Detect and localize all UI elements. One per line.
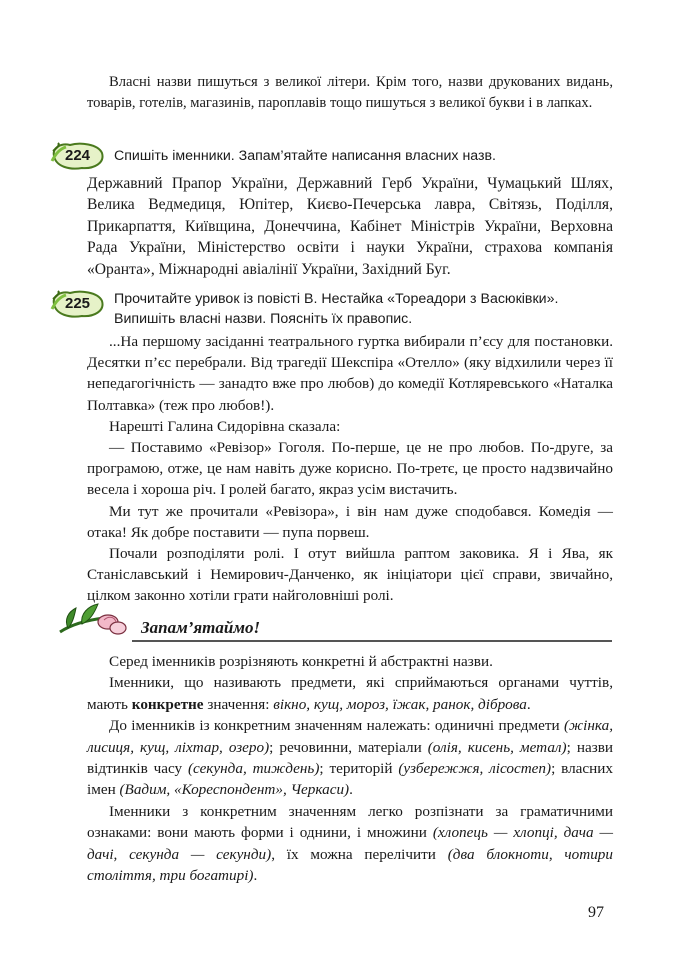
examples: (хлопець — хлопці, дача — дачі, секунда — секунди) xyxy=(87,824,614,863)
exercise-225-badge xyxy=(50,289,106,319)
exercise-224-text: Державний Прапор України, Державний Герб України, Чумацький Шлях, Велика Ведмедиця, Юпітер, Києво-Печерська лавра, Світязь, Поділля, Прикарпаття, Київщина, Донеччина, Кабінет Міністрів України, Верховна Рада України, Міністерство освіти і науки України, страхова компанія «Оранта», Міжнародні авіалінії України, Західний Буг. xyxy=(87,175,613,278)
page-number: 97 xyxy=(588,904,604,921)
flower-icon xyxy=(58,598,130,638)
examples: (два блокноти, чотири століття, три богатирі) xyxy=(87,845,613,885)
exercise-225-task-line2: Випишіть власні назви. Поясніть їх правопис. xyxy=(114,311,413,327)
intro-paragraph: Власні назви пишуться з великої літери. Крім того, назви друкованих видань, товарів, готелів, магазинів, пароплавів тощо пишуться з великої букви і в лапках. xyxy=(87,74,613,111)
story-paragraph: Ми тут же прочитали «Ревізора», і він нам дуже сподобався. Комедія — отака! Як добре поставити — пупа порвеш. xyxy=(87,502,613,541)
theory-paragraph-3: До іменників із конкретним значенням належать: одиничні предмети (жінка, лисиця, кущ, ліхтар, озеро); речовинни, матеріали (олія, кисень, метал); назви відтинків часу (секунда, тиждень); територій (узбережжя, лісостеп); власних імен (Вадим, «Кореспондент», Черкаси). xyxy=(87,717,614,799)
examples: (секунда, тиждень) xyxy=(187,760,320,778)
exercise-225-number: 225 xyxy=(65,295,91,312)
theory-section xyxy=(87,651,613,886)
examples: вікно, кущ, мороз, їжак, ранок, діброва xyxy=(273,695,527,713)
concrete-term: конкретне xyxy=(131,695,204,713)
remember-heading: Запам’ятаймо! xyxy=(141,618,261,637)
exercise-224-number: 224 xyxy=(65,147,91,164)
theory-paragraph-4: Іменники з конкретним значенням легко розпізнати за граматичними ознаками: вони мають форми і однини, і множини (хлопець — хлопці, дача — дачі, секунда — секунди), їх можна перелічити (два блокноти, чотири століття, три богатирі). xyxy=(87,802,614,885)
examples: (олія, кисень, метал) xyxy=(427,738,567,756)
exercise-225-task-line1: Прочитайте уривок із повісті В. Нестайка «Тореадори з Васюківки». xyxy=(114,291,559,307)
flower-illustration xyxy=(58,598,130,638)
examples: (узбережжя, лісостеп) xyxy=(398,760,552,778)
examples: (жінка, лисиця, кущ, ліхтар, озеро) xyxy=(87,717,613,756)
remember-divider xyxy=(132,640,612,642)
exercise-224-task: Спишіть іменники. Запам’ятайте написання власних назв. xyxy=(114,148,497,164)
story-paragraph: Почали розподіляти ролі. І отут вийшла раптом заковика. Я і Ява, як Станіславський і Немирович-Данченко, як ініціатори цієї справи, звичайно, цілком законно хотіли грати найголовніші ролі. xyxy=(87,545,613,605)
story-paragraph: ...На першому засіданні театрального гуртка вибирали п’єсу для постановки. Десятки п’єс перебрали. Від трагедії Шекспіра «Отелло» (яку відхилили через її непедагогічність — занадто вже про любов) до комедії Котляревського «Наталка Полтавка» (теж про любов!). xyxy=(87,333,613,414)
exercise-225-task xyxy=(114,289,614,329)
exercise-225-story xyxy=(87,331,613,607)
theory-paragraph-1: Серед іменників розрізняють конкретні й абстрактні назви. xyxy=(109,653,493,670)
story-paragraph: — Поставимо «Ревізор» Гоголя. По-перше, це не про любов. По-друге, за програмою, отже, це нам навіть дуже корисно. По-третє, це просто надзвичайно весела і хороша річ. І ролей багато, якраз усім вистачить. xyxy=(87,439,613,499)
exercise-224-badge xyxy=(50,141,106,171)
story-paragraph: Нарешті Галина Сидорівна сказала: xyxy=(109,417,341,435)
theory-paragraph-2: Іменники, що називають предмети, які сприймаються органами чуттів, мають конкретне значення: вікно, кущ, мороз, їжак, ранок, діброва. xyxy=(87,674,613,713)
examples: (Вадим, «Кореспондент», Черкаси) xyxy=(119,781,350,799)
